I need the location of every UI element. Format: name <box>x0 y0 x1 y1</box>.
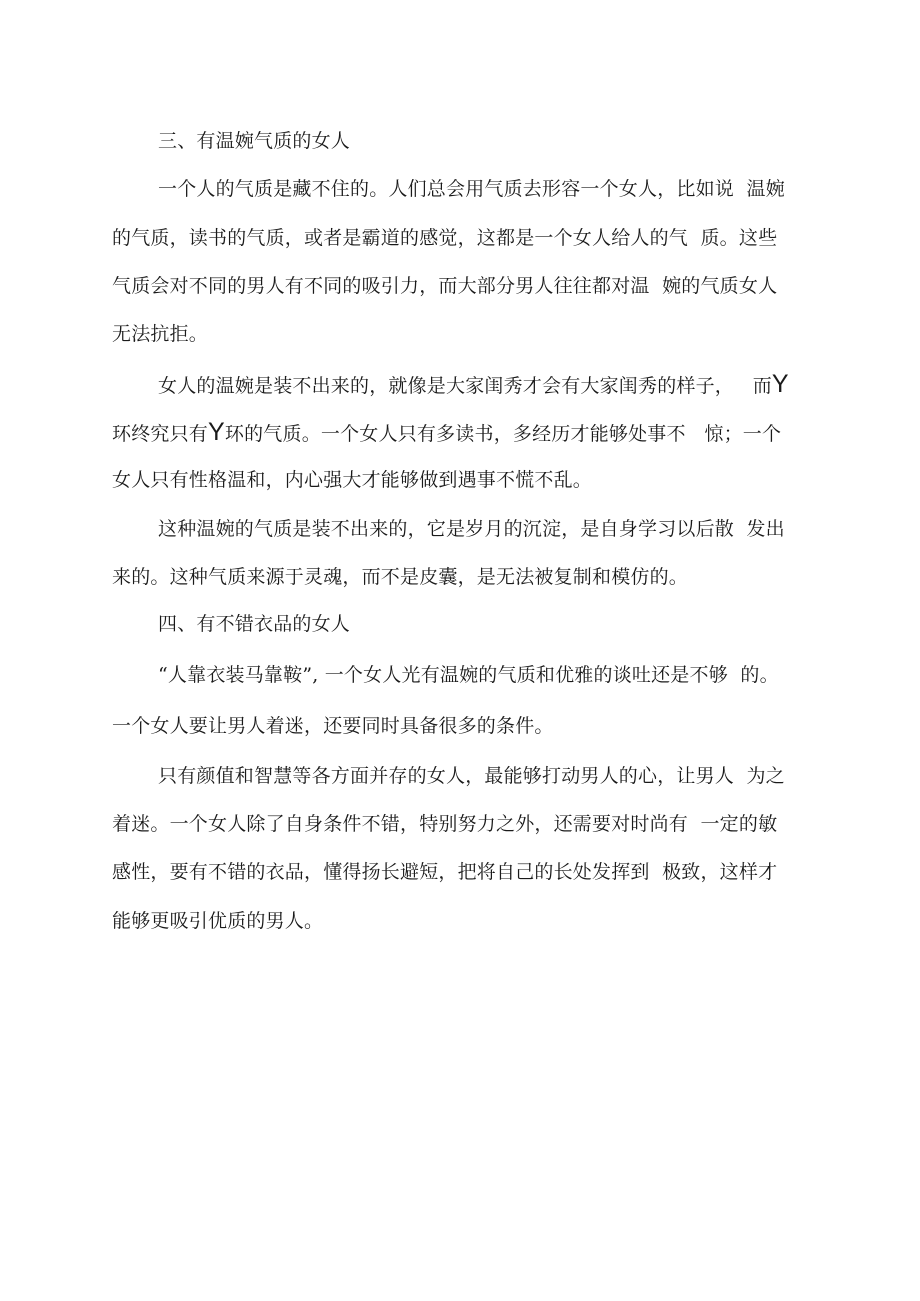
paragraph-line: 一个女人要让男人着迷，还要同时具备很多的条件。 <box>112 715 554 737</box>
paragraph-line: 能够更吸引优质的男人。 <box>112 910 324 932</box>
paragraph-text: 环终究只有 <box>112 423 209 445</box>
paragraph-line <box>158 372 789 398</box>
paragraph-line: 女人只有性格温和，内心强大才能够做到遇事不慌不乱。 <box>112 469 593 491</box>
paragraph-line <box>112 420 781 446</box>
paragraph-line: 来的。这种气质来源于灵魂，而不是皮囊，是无法被复制和模仿的。 <box>112 566 689 588</box>
paragraph-line: 气质会对不同的男人有不同的吸引力，而大部分男人往往都对温 婉的气质女人 <box>112 275 778 297</box>
paragraph-line: 一个人的气质是藏不住的。人们总会用气质去形容一个女人，比如说 温婉 <box>158 178 785 200</box>
section-heading-3: 三、有温婉气质的女人 <box>158 130 351 152</box>
section-heading-4: 四、有不错衣品的女人 <box>158 613 351 635</box>
paragraph-line: 感性，要有不错的衣品，懂得扬长避短，把将自己的长处发挥到 极致，这样才 <box>112 861 778 883</box>
large-letter-y: Y <box>208 418 225 446</box>
large-letter-y: Y <box>771 370 789 398</box>
paragraph-line: 无法抗拒。 <box>112 323 209 345</box>
paragraph-text: 环的气质。一个女人只有多读书，多经历才能够处事不 惊；一个 <box>224 423 782 445</box>
paragraph-text: 女人的温婉是装不出来的，就像是大家闺秀才会有大家闺秀的样子， 而 <box>158 375 772 397</box>
paragraph-line: 着迷。一个女人除了自身条件不错，特别努力之外，还需要对时尚有 一定的敏 <box>112 813 778 835</box>
paragraph-line: 只有颜值和智慧等各方面并存的女人，最能够打动男人的心，让男人 为之 <box>158 765 785 787</box>
paragraph-line: “人靠衣装马靠鞍”, 一个女人光有温婉的气质和优雅的谈吐还是不够 的。 <box>158 664 779 686</box>
paragraph-line: 的气质，读书的气质，或者是霸道的感觉，这都是一个女人给人的气 质。这些 <box>112 227 778 249</box>
paragraph-line: 这种温婉的气质是装不出来的，它是岁月的沉淀，是自身学习以后散 发出 <box>158 518 785 540</box>
